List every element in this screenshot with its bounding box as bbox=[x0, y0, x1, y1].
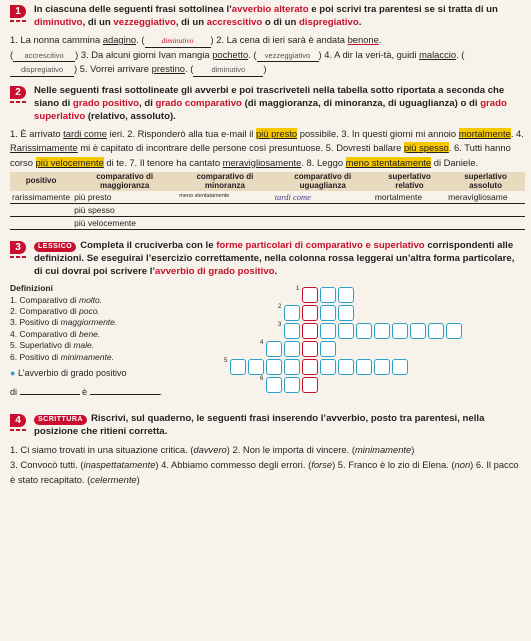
crossword-grid bbox=[220, 283, 520, 403]
crossword-number: 6 bbox=[260, 376, 264, 383]
bullet-item: ● L’avverbio di grado positivo bbox=[10, 368, 127, 379]
crossword-cell[interactable] bbox=[284, 341, 300, 357]
definition: 2. Comparativo di poco. bbox=[10, 306, 100, 317]
lessico-tag: LESSICO bbox=[34, 242, 76, 251]
adverb: più spesso bbox=[403, 142, 449, 154]
answer-line: di è . bbox=[10, 386, 163, 397]
crossword-cell[interactable] bbox=[446, 323, 462, 339]
table-cell[interactable] bbox=[373, 217, 446, 230]
table-cell[interactable] bbox=[10, 217, 72, 230]
table-cell[interactable] bbox=[373, 204, 446, 217]
crossword-cell[interactable] bbox=[248, 359, 264, 375]
table-header: superlativo relativo bbox=[373, 172, 446, 191]
table-cell[interactable] bbox=[10, 204, 72, 217]
crossword-cell[interactable] bbox=[356, 323, 372, 339]
crossword-cell[interactable] bbox=[302, 287, 318, 303]
crossword-cell[interactable] bbox=[302, 359, 318, 375]
crossword-area bbox=[10, 283, 525, 403]
table-cell[interactable]: più velocemente bbox=[72, 217, 177, 230]
crossword-cell[interactable] bbox=[410, 323, 426, 339]
exercise-instruction: SCRITTURA Riscrivi, sul quaderno, le seguenti frasi inserendo l’avverbio, posto tra parentesi, nella posizione che ritieni corretta. bbox=[34, 413, 485, 438]
crossword-cell[interactable] bbox=[374, 323, 390, 339]
table-cell[interactable]: meno stentatamente bbox=[177, 191, 272, 204]
table-cell[interactable] bbox=[446, 204, 525, 217]
definition: 4. Comparativo di bene. bbox=[10, 328, 101, 339]
crossword-number: 2 bbox=[278, 304, 282, 311]
scrittura-tag: SCRITTURA bbox=[34, 415, 87, 424]
adverb: tardi come bbox=[63, 127, 107, 139]
adverb: meravigliosamente bbox=[222, 156, 302, 168]
definition: 5. Superlativo di male. bbox=[10, 340, 95, 351]
table-cell[interactable]: più spesso bbox=[72, 204, 177, 217]
definition: 6. Positivo di minimamente. bbox=[10, 351, 114, 362]
crossword-cell[interactable] bbox=[338, 287, 354, 303]
table-cell[interactable] bbox=[446, 217, 525, 230]
crossword-cell[interactable] bbox=[284, 305, 300, 321]
crossword-number: 5 bbox=[224, 358, 228, 365]
crossword-cell[interactable] bbox=[428, 323, 444, 339]
answer-field[interactable]: diminutivo bbox=[193, 64, 263, 77]
exercise-sentences: 1. Ci siamo trovati in una situazione critica. (davvero) 2. Non le importa di vincere. (minimamente) 3. Convocò tutti. (inaspettatamente) 4. Abbiamo commesso degli errori. (forse) 5. Franco è lo zio di Elena. (non) 6. Il pacco è stato recapitato. (celermente) bbox=[10, 443, 519, 486]
adverb: malaccio bbox=[419, 48, 457, 60]
table-cell[interactable]: mortalmente bbox=[373, 191, 446, 204]
crossword-cell[interactable] bbox=[302, 323, 318, 339]
table-row bbox=[10, 217, 525, 230]
answer-field[interactable]: vezzeggiativo bbox=[257, 50, 319, 63]
table-header: superlativo assoluto bbox=[446, 172, 525, 191]
answer-field[interactable]: dispregiativo bbox=[10, 64, 74, 77]
exercise-1 bbox=[10, 4, 525, 77]
table-cell[interactable] bbox=[177, 217, 272, 230]
crossword-cell[interactable] bbox=[392, 359, 408, 375]
table-cell[interactable]: tardi come bbox=[273, 191, 373, 204]
crossword-cell[interactable] bbox=[320, 287, 336, 303]
exercise-sentences: 1. La nonna cammina adagino. ( diminutivo ) 2. La cena di ieri sarà è andata benone. ( accrescitivo ) 3. Da alcuni giorni Ivan mangia pochetto. ( vezzeggiativo ) 4. A dir la veri-tà, guidi malaccio. (dispregiativo ) 5. Vorrei arrivare prestino. ( diminutivo ) bbox=[10, 33, 525, 77]
table-header: comparativo di minoranza bbox=[177, 172, 272, 191]
table-header: comparativo di maggioranza bbox=[72, 172, 177, 191]
crossword-cell[interactable] bbox=[320, 323, 336, 339]
table-cell[interactable] bbox=[177, 204, 272, 217]
crossword-cell[interactable] bbox=[320, 359, 336, 375]
adverb: pochetto bbox=[212, 48, 249, 60]
crossword-cell[interactable] bbox=[266, 377, 282, 393]
definition: 1. Comparativo di molto. bbox=[10, 294, 103, 305]
table-header: positivo bbox=[10, 172, 72, 191]
table-row bbox=[10, 191, 525, 204]
crossword-number: 3 bbox=[278, 322, 282, 329]
table-header: comparativo di uguaglianza bbox=[273, 172, 373, 191]
adverb: più presto bbox=[255, 127, 298, 139]
definitions-title: Definizioni bbox=[10, 283, 53, 294]
table-cell[interactable]: meravigliosame bbox=[446, 191, 525, 204]
exercise-number: 1 bbox=[10, 5, 26, 18]
exercise-3 bbox=[10, 240, 525, 403]
crossword-cell[interactable] bbox=[338, 323, 354, 339]
crossword-cell[interactable] bbox=[230, 359, 246, 375]
crossword-cell[interactable] bbox=[284, 359, 300, 375]
crossword-cell[interactable] bbox=[338, 359, 354, 375]
adverb: adagino bbox=[102, 33, 137, 45]
crossword-cell[interactable] bbox=[284, 377, 300, 393]
crossword-cell[interactable] bbox=[320, 341, 336, 357]
crossword-cell[interactable] bbox=[320, 305, 336, 321]
adverb: benone bbox=[347, 33, 379, 45]
exercise-instruction: Nelle seguenti frasi sottolineate gli avverbi e poi trascriveteli nella tabella sotto riportata a seconda che siano di grado positivo, di grado comparativo (di maggioranza, di minoranza, di uguaglianza) o di grado superlativo (relativo, assoluto). bbox=[34, 84, 507, 122]
crossword-cell[interactable] bbox=[374, 359, 390, 375]
crossword-number: 4 bbox=[260, 340, 264, 347]
crossword-cell[interactable] bbox=[392, 323, 408, 339]
table-row bbox=[10, 204, 525, 217]
crossword-cell[interactable] bbox=[266, 359, 282, 375]
crossword-cell[interactable] bbox=[302, 341, 318, 357]
answer-field[interactable]: diminutivo bbox=[145, 35, 211, 48]
crossword-cell[interactable] bbox=[338, 305, 354, 321]
exercise-2 bbox=[10, 85, 525, 231]
crossword-cell[interactable] bbox=[266, 341, 282, 357]
definition: 3. Positivo di maggiormente. bbox=[10, 317, 118, 328]
answer-field[interactable]: accrescitivo bbox=[13, 50, 75, 63]
table-cell[interactable]: rarissimamente bbox=[12, 192, 71, 203]
exercise-instruction: In ciascuna delle seguenti frasi sottolinea l’avverbio alterato e poi scrivi tra parentesi se si tratta di un diminutivo, di un vezzeggiativo, di un accrescitivo o di un dispregiativo. bbox=[34, 4, 498, 28]
exercise-4 bbox=[10, 413, 525, 487]
crossword-cell[interactable] bbox=[302, 305, 318, 321]
adverb: prestino bbox=[151, 63, 185, 75]
adverb: mortalmente bbox=[458, 127, 511, 139]
answer-field[interactable] bbox=[90, 394, 160, 395]
exercise-number: 3 bbox=[10, 241, 26, 254]
adverb: più velocemente bbox=[35, 156, 104, 168]
exercise-number: 2 bbox=[10, 86, 26, 99]
table-cell[interactable]: più presto bbox=[72, 191, 177, 204]
definitions-list bbox=[10, 283, 220, 403]
table-cell[interactable] bbox=[273, 204, 373, 217]
answer-field[interactable] bbox=[20, 394, 80, 395]
adverb: meno stentatamente bbox=[345, 156, 432, 168]
table-cell[interactable] bbox=[273, 217, 373, 230]
exercise-sentences: 1. È arrivato tardi come ieri. 2. Risponderò alla tua e-mail il più presto possibile. 3. In questi giorni mi annoio mortalmente. 4. Rarissimamente mi è capitato di incontrare delle persone così presuntuose. 5. Dovresti ballare più spesso. 6. Tutti hanno corso più velocemente di te. 7. Il tenore ha cantato meravigliosamente. 8. Leggo meno stentatamente di Daniele. bbox=[10, 127, 524, 168]
exercise-instruction: LESSICO Completa il cruciverba con le forme particolari di comparativo e superlativo corrispondenti alle definizioni. Se eseguirai l’esercizio correttamente, nella colonna rossa leggerai un’altra forma particolare, di cui dovrai poi scrivere l’avverbio di grado positivo. bbox=[34, 240, 515, 278]
crossword-cell[interactable] bbox=[302, 377, 318, 393]
adverb: Rarissimamente bbox=[10, 142, 78, 154]
crossword-cell[interactable] bbox=[356, 359, 372, 375]
degree-table bbox=[10, 172, 525, 230]
crossword-number: 1 bbox=[296, 286, 300, 293]
exercise-number: 4 bbox=[10, 414, 26, 427]
crossword-cell[interactable] bbox=[284, 323, 300, 339]
